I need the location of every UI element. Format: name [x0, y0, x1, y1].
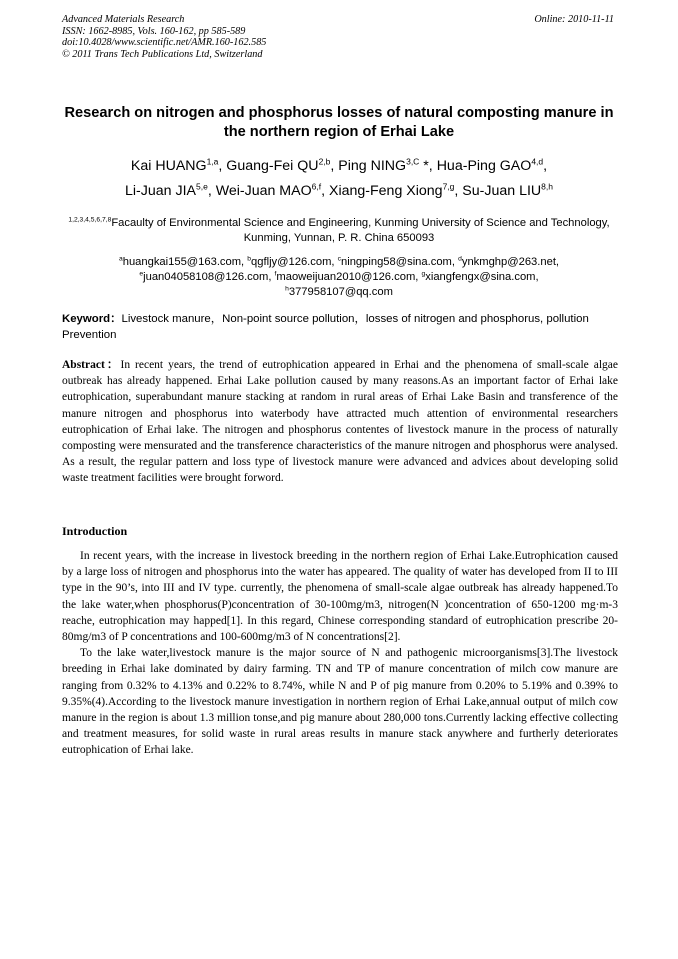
- email-link[interactable]: ynkmghp@263.net,: [461, 256, 560, 268]
- author: Xiang-Feng Xiong$^{7,g}$,: [328, 181, 463, 199]
- issn-line: ISSN: 1662-8985, Vols. 160-162, pp 585-589: [62, 25, 246, 37]
- affiliation: $^{1,2,3,4,5,6,7,8}$Facaulty of Environmental Science and Engineering, Kunming University of Science and Technology, Kunming, Yunnan, P. R. China 650093: [68, 216, 610, 244]
- abstract-text: In recent years, the trend of eutrophication appeared in Erhai and the phenomena of small-scale algae outbreak has already happened. Erhai Lake pollution caused by many reasons.As an important factor of Erhai lake eutrophication, superabundant manure stacking at random in rural areas of Erhai Lake Basin and transference of the manure nitrogen and phosphorus into waterbody have attracted much attention of environmental researchers eutrophication of Erhai lake. The nitrogen and phosphorus contentes of livestock manure in the process of naturally composting were mensurated and the transference characteristics of the manure nitrogen and phosphorus were analysed. As a result, the regular pattern and loss type of livestock manure were advanced and advices about developing solid waste treatment facilities were brought forword.: [62, 359, 619, 485]
- copyright-line: © 2011 Trans Tech Publications Ltd, Switzerland: [62, 48, 263, 60]
- paragraph: In recent years, with the increase in livestock breeding in the northern region of Erhai Lake.Eutrophication caused by a large loss of nitrogen and phosphorus into the water has appeared. The quality of water has developed from II to III type in the 90’s, into III and IV type. currently, the phenomena of small-scale algae outbreak has already happened.To the lake water,when phosphorus(P)concentration of 30-100mg/m3, nitrogen(N )concentration of 650-1200 mg·m-3 reache, eutrophication may happed[1]. In this regard, Chinese corresponding standard of eutrophication prescribe 20-80mg/m3 of P concentrations and 100-600mg/m3 of N concentrations[2].: [62, 550, 618, 644]
- introduction-body: [62, 548, 618, 759]
- keywords-text: Livestock manure，Non-point source pollution，losses of nitrogen and phosphorus, pollution Prevention: [62, 313, 589, 341]
- email-link[interactable]: maoweijuan2010@126.com,: [276, 271, 422, 283]
- email-link[interactable]: xiangfengx@sina.com,: [425, 271, 539, 283]
- author: Guang-Fei QU$^{2,b}$,: [226, 156, 339, 174]
- section-heading-introduction: Introduction: [62, 524, 128, 538]
- author: Kai HUANG$^{1,a}$,: [130, 156, 227, 174]
- email-link[interactable]: qgfljy@126.com,: [251, 256, 338, 268]
- author: Li-Juan JIA$^{5,e}$,: [125, 181, 216, 199]
- email-link[interactable]: juan04058108@126.com,: [143, 271, 275, 283]
- email-list: $^a$huangkai155@163.com, $^b$qgfljy@126.com, $^c$ningping58@sina.com, $^d$ynkmghp@263.net, $^e$juan04058108@126.com, $^f$maoweijuan2010@126.com, $^g$xiangfengx@sina.com, $^h$377958107@qq.com: [118, 255, 560, 298]
- journal-name: Advanced Materials Research: [62, 14, 185, 25]
- author: Wei-Juan MAO$^{6,f}$,: [215, 181, 329, 199]
- keywords-label: Keyword：: [62, 313, 122, 325]
- keywords: [62, 312, 618, 343]
- journal-header: [62, 14, 266, 60]
- abstract: [62, 357, 618, 487]
- doi-line: doi:10.4028/www.scientific.net/AMR.160-162.585: [62, 37, 267, 49]
- author: Hua-Ping GAO$^{4,d}$,: [436, 156, 548, 174]
- online-date: Online: 2010-11-11: [534, 14, 614, 25]
- email-link[interactable]: huangkai155@163.com,: [122, 256, 248, 268]
- paragraph: To the lake water,livestock manure is the major source of N and pathogenic microorganisms[3].The livestock breeding in Erhai lake dominated by dairy farming. TN and TP of manure concentration of milch cow manure are ranging from 0.32% to 4.13% and 0.22% to 8.74%, while N and P of pig manure from 0.20% to 5.19% and 0.39% to 9.35%(4).According to the livestock manure investigation in northern region of Erhai Lake,annual output of milch cow manure in the region is about 1.3 million tonse,and pig manure about 280,000 tons.Currently lacking effective collecting and treatment measures, for solid waste in rural areas results in manure stack anywhere and furtherly deteriorates eutrophication of Erhai lake.: [62, 647, 618, 757]
- paper-title: Research on nitrogen and phosphorus losses of natural composting manure in the northern region of Erhai Lake: [64, 105, 614, 140]
- author: Su-Juan LIU$^{8,h}$: [462, 181, 553, 199]
- author: Ping $NING^{3,C}$ *,: [338, 156, 437, 174]
- abstract-label: Abstract：: [62, 359, 121, 371]
- author-list: [50, 154, 628, 204]
- email-link[interactable]: ningping58@sina.com,: [341, 256, 459, 268]
- email-link[interactable]: 377958107@qq.com: [288, 286, 393, 298]
